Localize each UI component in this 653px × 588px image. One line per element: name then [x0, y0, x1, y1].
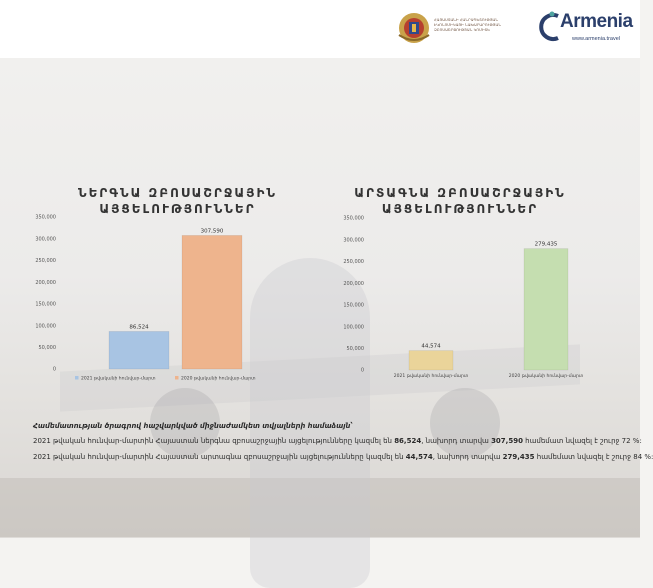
note-text: 2021 թվական հունվար-մարտին Հայաստան արտագնա զբոսաշրջային այցելությունները կազմել են [33, 453, 406, 461]
y-tick-label: 50,000 [38, 344, 56, 351]
committee-line: ՀԱՅԱՍՏԱՆԻ ՀԱՆՐԱՊԵՏՈՒԹՅԱՆ [434, 18, 499, 22]
bar-value-label: 86,524 [129, 324, 149, 331]
armenia-brand-word: Armenia [560, 11, 633, 32]
y-tick-label: 250,000 [343, 259, 364, 266]
bar-value-label: 44,574 [421, 343, 441, 350]
chart-2-title-line: ԱՅՑԵԼՈՒԹՅՈՒՆՆԵՐ [381, 202, 539, 216]
chart-1-title-line: ԱՅՑԵԼՈՒԹՅՈՒՆՆԵՐ [99, 202, 256, 216]
note-text: 2021 թվական հունվար-մարտին Հայաստան ներգնա զբոսաշրջային այցելությունները կազմել են [33, 437, 395, 445]
chart-1-inbound [35, 215, 255, 382]
y-tick-label: 50,000 [346, 345, 364, 352]
note-inbound [33, 437, 642, 445]
y-tick-label: 350,000 [343, 215, 364, 222]
y-tick-label: 200,000 [343, 280, 364, 287]
note-value: 44,574 [405, 453, 433, 461]
chart-1-title-line: ՆԵՐԳՆԱ ԶԲՈՍԱՇՐՋԱՅԻՆ [77, 186, 278, 200]
committee-line: ԷԿՈՆՈՄԻԿԱՅԻ ՆԱԽԱՐԱՐՈՒԹՅԱՆ [434, 23, 502, 27]
chart-2-title-line: ԱՐՏԱԳՆԱ ԶԲՈՍԱՇՐՋԱՅԻՆ [354, 186, 566, 200]
legend-swatch [75, 376, 79, 380]
bar [409, 351, 453, 370]
y-tick-label: 100,000 [343, 324, 364, 331]
note-text: համեմատ նվազել է շուրջ 72 %: [522, 437, 642, 445]
legend-swatch [175, 376, 179, 380]
bar [524, 249, 568, 370]
bar-value-label: 279,435 [534, 241, 558, 248]
legend-entry: 2021 թվականի հունվար-մարտ [81, 376, 156, 382]
legend-entry: 2020 թվականի հունվար-մարտ [181, 376, 256, 382]
x-category-label: 2021 թվականի հունվար-մարտ [393, 374, 469, 379]
note-value: 86,524 [394, 437, 422, 445]
y-tick-label: 200,000 [35, 279, 56, 286]
y-tick-label: 150,000 [35, 301, 56, 308]
y-tick-label: 300,000 [343, 237, 364, 244]
y-tick-label: 0 [360, 367, 364, 374]
note-text: , նախորդ տարվա [432, 453, 503, 461]
y-tick-label: 150,000 [343, 302, 364, 309]
committee-line: ԶԲՈՍԱՇՐՋՈՒԹՅԱՆ ԿՈՄԻՏԵ [434, 28, 491, 32]
armenia-brand-url: www.armenia.travel [572, 36, 620, 42]
y-tick-label: 0 [52, 366, 56, 373]
notes-block [33, 422, 653, 469]
note-value: 279,435 [502, 453, 535, 461]
y-tick-label: 300,000 [35, 236, 56, 243]
y-tick-label: 100,000 [35, 323, 56, 330]
notes-heading: Համեմատության ծրագրով հաշվարկված միջնաժամկետ տվյալների համաձայն՝ [33, 422, 353, 430]
note-text: , նախորդ տարվա [421, 437, 492, 445]
note-outbound [33, 453, 653, 461]
x-category-label: 2020 թվականի հունվար-մարտ [508, 374, 584, 379]
chart-2-outbound [343, 216, 583, 379]
bar-value-label: 307,590 [200, 228, 224, 235]
y-tick-label: 250,000 [35, 258, 56, 265]
bar [109, 331, 169, 369]
note-value: 307,590 [491, 437, 523, 445]
y-tick-label: 350,000 [35, 214, 56, 221]
note-text: համեմատ նվազել է շուրջ 84 %: [534, 453, 653, 461]
bar [182, 235, 242, 369]
